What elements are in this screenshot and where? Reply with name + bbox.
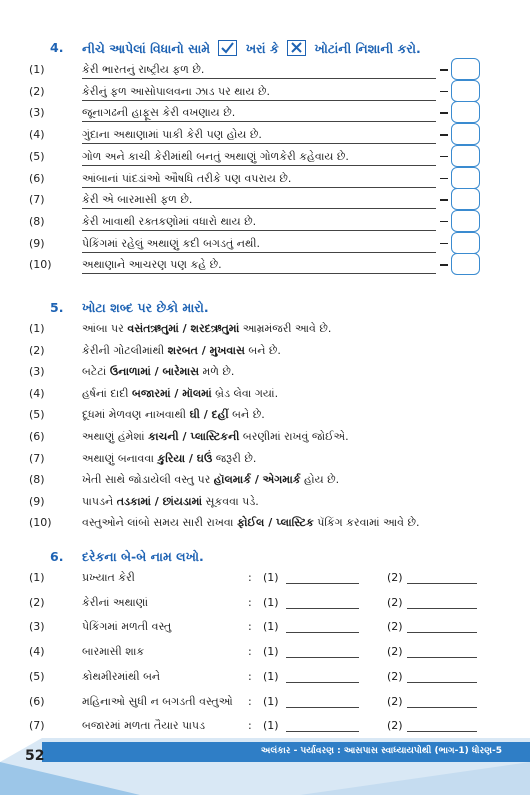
item-number: (5) bbox=[29, 408, 45, 422]
prompt-text: પેકિંગમાં મળતી વસ્તુ bbox=[82, 620, 172, 634]
underline bbox=[82, 187, 436, 188]
prompt-text: બારમાસી શાક bbox=[82, 645, 145, 659]
sentence bbox=[82, 344, 281, 358]
dash-mark bbox=[440, 264, 448, 266]
choice-row bbox=[0, 318, 530, 340]
prompt-text: બજારમાં મળતા તૈયાર પાપડ bbox=[82, 719, 206, 733]
blank-label-1: (1) bbox=[263, 669, 279, 683]
choice-row bbox=[0, 491, 530, 513]
answer-blank-1[interactable] bbox=[286, 583, 359, 584]
statement-text: પેકિંગમાં રહેલું અથાણું કદી બગડતું નથી. bbox=[82, 236, 261, 250]
dash-mark bbox=[440, 156, 448, 158]
name-row bbox=[0, 567, 530, 589]
sentence-start: વસ્તુઓને લાંબો સમય સારી રાખવા bbox=[82, 516, 237, 530]
sentence bbox=[82, 452, 256, 466]
choice-row bbox=[0, 512, 530, 534]
blank-label-1: (1) bbox=[263, 595, 279, 609]
name-row bbox=[0, 616, 530, 638]
answer-blank-1[interactable] bbox=[286, 731, 359, 732]
answer-blank-2[interactable] bbox=[407, 731, 477, 732]
answer-box[interactable] bbox=[451, 167, 480, 189]
sentence-start: પાપડને bbox=[82, 494, 117, 508]
word-choices[interactable]: કાચની / પ્લાસ્ટિકની bbox=[148, 430, 240, 443]
choice-row bbox=[0, 426, 530, 448]
answer-box[interactable] bbox=[451, 210, 480, 232]
footer-decoration-right bbox=[300, 762, 530, 795]
choice-row bbox=[0, 361, 530, 383]
item-number: (5) bbox=[29, 669, 45, 683]
statement-row bbox=[0, 59, 530, 81]
dash-mark bbox=[440, 134, 448, 136]
answer-box[interactable] bbox=[451, 80, 480, 102]
item-number: (1) bbox=[29, 322, 45, 335]
q5-title: ખોટા શબ્દ પર છેકો મારો. bbox=[82, 300, 209, 315]
item-number: (8) bbox=[29, 473, 45, 487]
item-number: (4) bbox=[29, 128, 45, 142]
word-choices[interactable]: વસંતઋતુમાં / શરદઋતુમાં bbox=[127, 322, 240, 335]
answer-blank-1[interactable] bbox=[286, 632, 359, 633]
sentence-end: મળે છે. bbox=[199, 365, 235, 379]
sentence-start: ખેતી સાથે જોડાયેલી વસ્તુ પર bbox=[82, 473, 214, 487]
statement-text: ગુંદાના અથાણામાં પાકી કેરી પણ હોય છે. bbox=[82, 128, 262, 142]
statement-text: કેરી ભારતનું રાષ્ટ્રીય ફળ છે. bbox=[82, 63, 205, 76]
statement-row bbox=[0, 233, 530, 255]
sentence-end: જરૂરી છે. bbox=[212, 451, 257, 465]
underline bbox=[82, 273, 436, 274]
answer-blank-1[interactable] bbox=[286, 657, 359, 658]
sentence-start: અથાણું બનાવવા bbox=[82, 451, 158, 465]
blank-label-2: (2) bbox=[387, 694, 403, 708]
item-number: (10) bbox=[29, 516, 52, 530]
item-number: (3) bbox=[29, 620, 45, 634]
prompt-text: મહિનાઓ સુધી ન બગડતી વસ્તુઓ bbox=[82, 694, 233, 708]
underline bbox=[82, 230, 436, 231]
answer-blank-1[interactable] bbox=[286, 707, 359, 708]
choice-row bbox=[0, 469, 530, 491]
blank-label-2: (2) bbox=[387, 595, 403, 609]
choice-row bbox=[0, 340, 530, 362]
answer-blank-2[interactable] bbox=[407, 657, 477, 658]
prompt-text: કેરીનાં અથાણાં bbox=[82, 595, 149, 609]
item-number: (9) bbox=[29, 236, 45, 250]
underline bbox=[82, 100, 436, 101]
q4-heading bbox=[0, 37, 530, 59]
blank-label-1: (1) bbox=[263, 645, 279, 659]
sentence-start: દૂધમાં મેળવણ નાખવાથી bbox=[82, 408, 190, 422]
colon: : bbox=[248, 669, 252, 683]
statement-row bbox=[0, 102, 530, 124]
colon: : bbox=[248, 694, 252, 708]
item-number: (4) bbox=[29, 645, 45, 659]
sentence-start: બટેટાં bbox=[82, 365, 110, 379]
word-choices[interactable]: ઉનાળામાં / બારેમાસ bbox=[109, 365, 200, 379]
statement-text: આંબાનાં પાંદડાંઓ ઔષધિ તરીકે પણ વપરાય છે. bbox=[82, 171, 292, 185]
item-number: (3) bbox=[29, 365, 45, 379]
word-choices[interactable]: ફોઈલ / પ્લાસ્ટિક bbox=[236, 516, 314, 530]
answer-box[interactable] bbox=[451, 101, 480, 123]
blank-label-1: (1) bbox=[263, 571, 279, 584]
word-choices[interactable]: બજારમાં / મૉલમાં bbox=[132, 386, 212, 400]
statement-text: ગોળ અને કાચી કેરીમાંથી બનતું અથાણું ગોળકેરી કહેવાય છે. bbox=[82, 149, 349, 163]
item-number: (9) bbox=[29, 494, 45, 508]
name-row bbox=[0, 691, 530, 713]
blank-label-1: (1) bbox=[263, 694, 279, 708]
answer-blank-2[interactable] bbox=[407, 608, 477, 609]
blank-label-2: (2) bbox=[387, 645, 403, 659]
answer-blank-2[interactable] bbox=[407, 682, 477, 683]
underline bbox=[82, 165, 436, 166]
item-number: (1) bbox=[29, 571, 45, 584]
underline bbox=[82, 121, 436, 122]
item-number: (2) bbox=[29, 595, 45, 609]
answer-box[interactable] bbox=[451, 232, 480, 254]
colon: : bbox=[248, 595, 252, 609]
sentence-end: હોય છે. bbox=[300, 473, 340, 487]
sentence-start: કેરીની ગોટલીમાંથી bbox=[82, 343, 168, 357]
word-choices[interactable]: હૉલમાર્ક / એગમાર્ક bbox=[213, 473, 301, 487]
blank-label-1: (1) bbox=[263, 719, 279, 733]
item-number: (3) bbox=[29, 106, 45, 120]
footer-decoration-left bbox=[0, 762, 140, 795]
prompt-text: કોથમીરમાંથી બને bbox=[82, 669, 161, 683]
cross-box-icon bbox=[287, 40, 306, 56]
sentence bbox=[82, 516, 419, 530]
sentence bbox=[82, 408, 265, 422]
colon: : bbox=[248, 571, 252, 584]
sentence-start: હર્ષનાં દાદી bbox=[82, 386, 132, 400]
dash-mark bbox=[440, 112, 448, 114]
sentence bbox=[82, 322, 331, 336]
choice-row bbox=[0, 404, 530, 426]
answer-blank-1[interactable] bbox=[286, 608, 359, 609]
word-choices[interactable]: તડકામાં / છાંયડામાં bbox=[116, 494, 203, 508]
answer-box[interactable] bbox=[451, 123, 480, 145]
item-number: (7) bbox=[29, 193, 45, 207]
colon: : bbox=[248, 645, 252, 659]
statement-row bbox=[0, 124, 530, 146]
answer-box[interactable] bbox=[451, 253, 480, 275]
q5-number: 5. bbox=[50, 300, 64, 315]
prompt-text: પ્રખ્યાત કેરી bbox=[82, 571, 135, 584]
item-number: (2) bbox=[29, 343, 45, 357]
item-number: (6) bbox=[29, 171, 45, 185]
sentence bbox=[82, 473, 339, 487]
statement-row bbox=[0, 168, 530, 190]
statement-row bbox=[0, 254, 530, 276]
statement-text: કેરી એ બારમાસી ફળ છે. bbox=[82, 193, 193, 207]
name-row bbox=[0, 641, 530, 663]
dash-mark bbox=[440, 199, 448, 201]
item-number: (2) bbox=[29, 84, 45, 98]
item-number: (10) bbox=[29, 258, 52, 272]
blank-label-2: (2) bbox=[387, 719, 403, 733]
word-choices[interactable]: કુરિયા / ઘઉં bbox=[157, 451, 213, 465]
sentence-start: આંબા પર bbox=[82, 322, 128, 335]
blank-label-2: (2) bbox=[387, 669, 403, 683]
statement-row bbox=[0, 81, 530, 103]
item-number: (7) bbox=[29, 451, 45, 465]
answer-blank-2[interactable] bbox=[407, 632, 477, 633]
sentence bbox=[82, 387, 278, 401]
answer-box[interactable] bbox=[451, 145, 480, 167]
item-number: (5) bbox=[29, 149, 45, 163]
dash-mark bbox=[440, 91, 448, 93]
q5-heading bbox=[0, 297, 530, 319]
answer-blank-1[interactable] bbox=[286, 682, 359, 683]
sentence-end: બને છે. bbox=[244, 343, 281, 357]
sentence bbox=[82, 430, 349, 444]
q4-title: નીચે આપેલાં વિધાનો સામે ખરાં કે ખોટાંની નિશાની કરો. bbox=[82, 41, 421, 56]
choice-row bbox=[0, 383, 530, 405]
page-number: 52 bbox=[25, 748, 45, 764]
tick-box-icon bbox=[218, 40, 237, 56]
colon: : bbox=[248, 620, 252, 634]
statement-text: કેરી ખાવાથી રક્તકણોમાં વધારો થાય છે. bbox=[82, 214, 257, 228]
q4-number: 4. bbox=[50, 40, 64, 55]
answer-blank-2[interactable] bbox=[407, 583, 477, 584]
sentence-end: પૅકિંગ કરવામાં આવે છે. bbox=[313, 516, 420, 530]
sentence-end: બરણીમાં રાખવું જોઈએ. bbox=[239, 430, 349, 443]
q6-number: 6. bbox=[50, 549, 64, 564]
answer-blank-2[interactable] bbox=[407, 707, 477, 708]
q6-title: દરેકના બે-બે નામ લખો. bbox=[82, 549, 204, 564]
item-number: (8) bbox=[29, 214, 45, 228]
item-number: (4) bbox=[29, 386, 45, 400]
statement-text: અથાણાને આચરણ પણ કહે છે. bbox=[82, 258, 222, 272]
blank-label-2: (2) bbox=[387, 571, 403, 584]
blank-label-1: (1) bbox=[263, 620, 279, 634]
dash-mark bbox=[440, 243, 448, 245]
answer-box[interactable] bbox=[451, 188, 480, 210]
sentence bbox=[82, 495, 259, 509]
q6-heading bbox=[0, 546, 530, 568]
sentence bbox=[82, 365, 234, 379]
footer-title: અલંકાર - પર્યાવરણ : આસપાસ સ્વાધ્યાયપોથી (ભાગ-1) ધોરણ-5 bbox=[260, 746, 502, 756]
sentence-end: બ્રેડ લેવા ગયાં. bbox=[211, 386, 279, 400]
statement-row bbox=[0, 211, 530, 233]
sentence-end: સૂકવવા પડે. bbox=[202, 494, 259, 508]
name-row bbox=[0, 715, 530, 737]
sentence-end: આમ્રમંજરી આવે છે. bbox=[239, 322, 332, 335]
statement-row bbox=[0, 189, 530, 211]
colon: : bbox=[248, 719, 252, 733]
name-row bbox=[0, 592, 530, 614]
sentence-end: બને છે. bbox=[228, 408, 265, 422]
underline bbox=[82, 208, 436, 209]
dash-mark bbox=[440, 178, 448, 180]
choice-row bbox=[0, 448, 530, 470]
underline bbox=[82, 143, 436, 144]
underline bbox=[82, 78, 436, 79]
item-number: (7) bbox=[29, 719, 45, 733]
sentence-start: અથાણું હંમેશાં bbox=[82, 430, 149, 443]
item-number: (1) bbox=[29, 63, 45, 76]
item-number: (6) bbox=[29, 430, 45, 443]
name-row bbox=[0, 666, 530, 688]
dash-mark bbox=[440, 69, 448, 71]
answer-box[interactable] bbox=[451, 58, 480, 80]
word-choices[interactable]: ઘી / દહીં bbox=[189, 408, 229, 422]
underline bbox=[82, 252, 436, 253]
word-choices[interactable]: શરબત / મુખવાસ bbox=[167, 343, 245, 357]
statement-text: જૂનાગઢની હાફૂસ કેરી વખણાય છે. bbox=[82, 106, 236, 120]
blank-label-2: (2) bbox=[387, 620, 403, 634]
statement-row bbox=[0, 146, 530, 168]
item-number: (6) bbox=[29, 694, 45, 708]
dash-mark bbox=[440, 221, 448, 223]
statement-text: કેરીનું ફળ આસોપાલવના ઝાડ પર થાય છે. bbox=[82, 84, 270, 98]
